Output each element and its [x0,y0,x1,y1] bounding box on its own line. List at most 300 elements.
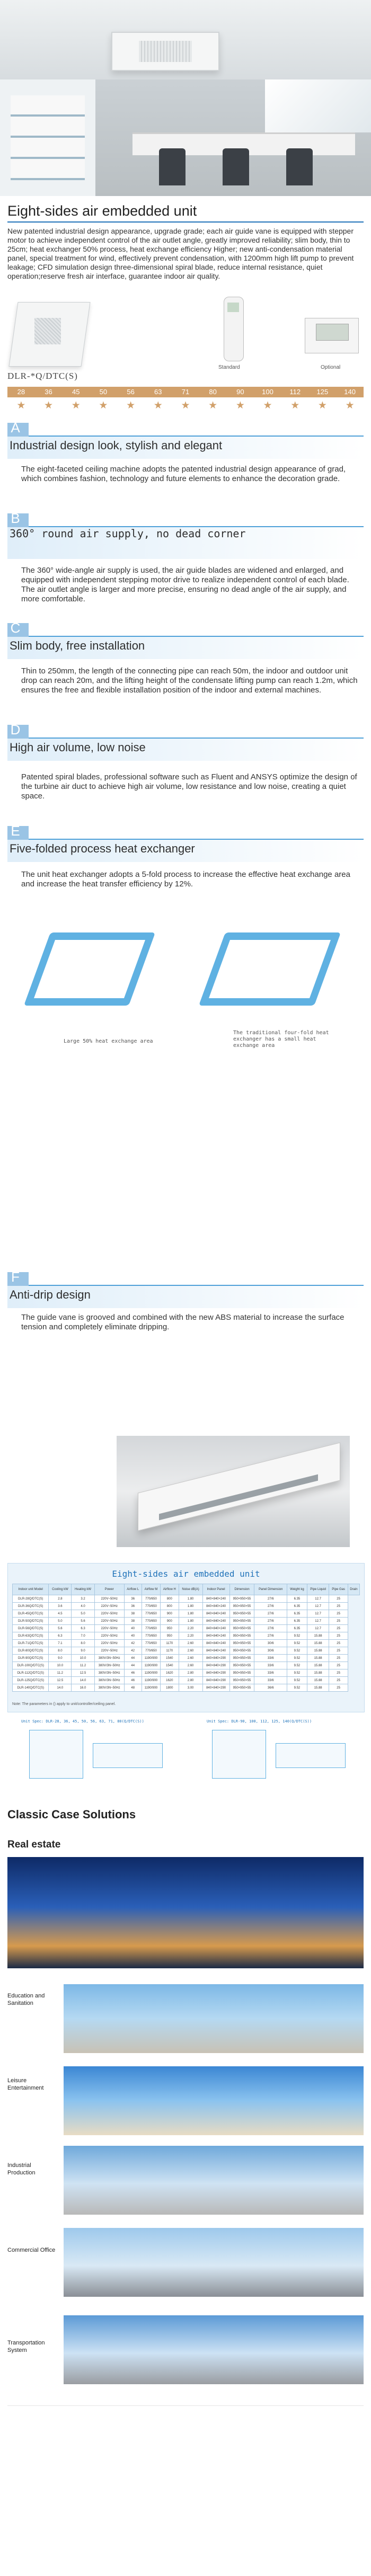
cases-title: Classic Case Solutions [7,1808,136,1821]
table-cell: 6.35 [287,1595,307,1603]
capacity-stars [7,400,364,412]
commercial-photo [64,2228,364,2297]
table-cell: 27/6 [254,1610,287,1618]
table-cell: 27/6 [254,1632,287,1640]
table-cell: 1170 [161,1647,179,1655]
section-c-header [7,636,364,659]
table-cell: 1190/900 [142,1655,160,1662]
table-row [13,1677,360,1684]
table-cell: 12.5 [49,1677,72,1684]
table-cell: 40 [124,1625,142,1632]
table-cell: 1620 [161,1677,179,1684]
capacity-value: 71 [181,388,190,396]
unit-product-image [11,294,87,368]
intro-text: New patented industrial design appearance, upgrade grade; each air guide vane is equipped with stepper motor to achieve independent control of the air outlet angle, greatly improved reliability; slim body, thin to 25cm; heat exchanger 50% process, heat exchange efficiency Higher; new anti-condensation material panel, special treatment for wind, effectively prevent condensation, with 1200mm high lift pump to prevent leakage; CFD simulation design three-dimensional spiral blade, reduce internal resistance, quiet operation;reserve fresh air interface, guarantee indoor air quality. [7,227,354,280]
table-row [13,1618,360,1625]
model-name: DLR-*Q/DTC(S) [7,371,78,381]
table-cell: 900 [161,1610,179,1618]
table-cell: 950×950×55 [229,1669,254,1677]
table-cell: 9.0 [72,1647,94,1655]
table-cell: 2.80 [179,1669,202,1677]
table-cell: 1540 [161,1662,179,1669]
table-cell: 2.60 [179,1662,202,1669]
capacity-value: 63 [154,388,162,396]
table-cell: 950×950×55 [229,1662,254,1669]
table-row [13,1669,360,1677]
table-cell: 4.5 [49,1610,72,1618]
section-c-title: Slim body, free installation [10,639,145,652]
table-cell: 12.5 [72,1669,94,1677]
table-cell: 950×950×55 [229,1647,254,1655]
table-cell: 40 [124,1632,142,1640]
table-cell: 25 [329,1618,348,1625]
hx-traditional-caption: The traditional four-fold heat exchanger has a small heat exchange area [233,1030,329,1049]
capacity-value: 80 [209,388,217,396]
table-cell: 800 [161,1595,179,1603]
table-cell: 48 [124,1684,142,1692]
table-cell: 2.60 [179,1647,202,1655]
table-cell: 950×950×55 [229,1632,254,1640]
table-cell: 2.20 [179,1632,202,1640]
section-d-letter: D [10,722,21,738]
table-cell: DLR-63Q/DTC(S) [13,1632,49,1640]
table-cell: 46 [124,1677,142,1684]
spec-header-cell: Airflow H [161,1584,179,1595]
table-cell: 2.20 [179,1625,202,1632]
table-cell: 15.88 [307,1669,329,1677]
table-cell: 840×840×290 [202,1677,229,1684]
wired-controller-image [305,318,359,353]
table-cell: 5.6 [49,1625,72,1632]
spec-header-cell: Airflow M [142,1584,160,1595]
section-b-body: The 360° wide-angle air supply is used, the air guide blades are widened and enlarged, and equipped with independent stepping motor drive to realize independent control of each blade. The air outlet angle is larger and more precise, ensuring no dead angle of the air supply, and more comfortable. [21,566,349,603]
table-cell: 25 [329,1640,348,1647]
table-cell: 12.7 [307,1618,329,1625]
table-cell: 25 [329,1655,348,1662]
table-cell: DLR-45Q/DTC(S) [13,1610,49,1618]
title-divider [7,221,364,223]
table-cell: 1540 [161,1655,179,1662]
star-icon: ★ [44,400,54,411]
table-cell: 12.7 [307,1603,329,1610]
table-cell: 950×950×55 [229,1603,254,1610]
capacity-value: 112 [289,388,301,396]
spec-header-cell: Dimension [229,1584,254,1595]
table-row [13,1655,360,1662]
spec-header-cell: Heating kW [72,1584,94,1595]
star-icon: ★ [99,400,108,411]
table-cell: 11.2 [72,1662,94,1669]
table-cell: 220V~50Hz [94,1603,124,1610]
capacity-value: 50 [99,388,108,396]
case-education-label: Education and Sanitation [7,1993,45,2006]
spec-table-title: Eight-sides air embedded unit [112,1569,260,1579]
spec-header-cell: Airflow L [124,1584,142,1595]
page-title: Eight-sides air embedded unit [7,203,197,219]
table-cell: 16.0 [72,1684,94,1692]
table-cell: 33/6 [254,1677,287,1684]
table-cell: 30/6 [254,1640,287,1647]
star-icon: ★ [126,400,136,411]
capacity-value: 36 [45,388,52,396]
section-e-header [7,839,364,862]
table-cell: 840×840×240 [202,1632,229,1640]
table-cell: 9.52 [287,1655,307,1662]
table-cell: 33/6 [254,1662,287,1669]
star-icon: ★ [290,400,300,411]
table-cell: 1190/900 [142,1684,160,1692]
table-cell: 14.0 [49,1684,72,1692]
capacity-value: 56 [127,388,135,396]
table-cell: DLR-80Q/DTC(S) [13,1647,49,1655]
table-cell: 27/6 [254,1625,287,1632]
table-cell: 900 [161,1618,179,1625]
table-cell: DLR-50Q/DTC(S) [13,1618,49,1625]
table-cell: 46 [124,1669,142,1677]
table-cell: 840×840×290 [202,1669,229,1677]
spec-table [12,1584,360,1692]
table-cell: 6.35 [287,1625,307,1632]
table-cell: 7.1 [49,1640,72,1647]
table-cell: 25 [329,1684,348,1692]
section-c-letter: C [10,620,21,636]
case-leisure-label: Leisure Entertainment [7,2077,44,2091]
table-cell: 6.35 [287,1618,307,1625]
table-cell: 840×840×240 [202,1647,229,1655]
capacity-value: 100 [262,388,273,396]
table-cell: 2.60 [179,1640,202,1647]
spec-table-panel [7,1563,365,1712]
table-cell: 2.8 [49,1595,72,1603]
table-cell: 9.52 [287,1640,307,1647]
table-cell: 6.35 [287,1603,307,1610]
real-estate-photo [7,1857,364,1968]
table-cell: 220V~50Hz [94,1610,124,1618]
table-cell: 25 [329,1677,348,1684]
spec-header-cell: Noise dB(A) [179,1584,202,1595]
table-cell: 38 [124,1610,142,1618]
table-cell: 44 [124,1655,142,1662]
table-cell: 3.6 [49,1603,72,1610]
table-row [13,1684,360,1692]
table-cell: 9.0 [49,1655,72,1662]
remote-standard-label: Standard [218,365,240,370]
table-cell: 2.80 [179,1677,202,1684]
spec-header-cell: Weight kg [287,1584,307,1595]
table-cell: 840×840×290 [202,1684,229,1692]
table-cell: DLR-112Q/DTC(S) [13,1669,49,1677]
case-real-estate-label: Real estate [7,1839,61,1850]
table-cell: 840×840×240 [202,1618,229,1625]
section-a-header [7,436,364,459]
case-commercial-label: Commercial Office [7,2247,56,2253]
spec-header-cell: Pipe Liquid [307,1584,329,1595]
table-cell: 15.88 [307,1655,329,1662]
section-f-header [7,1285,364,1308]
dim-drawing-side-left [93,1743,163,1768]
table-cell: 36/6 [254,1684,287,1692]
section-c-body: Thin to 250mm, the length of the connecting pipe can reach 50m, the indoor and outdoor unit drop can reach 20m, and the lifting height of the condensate lifting pump can reach 1.2m, which ensures the free and flexible installation position of the indoor and external machines. [21,667,358,695]
table-cell: 770/650 [142,1625,160,1632]
table-cell: 25 [329,1669,348,1677]
table-cell: 36 [124,1595,142,1603]
table-cell: 7.0 [72,1632,94,1640]
table-cell: 9.52 [287,1647,307,1655]
table-cell: 25 [329,1625,348,1632]
table-cell: 42 [124,1647,142,1655]
table-cell: 10.0 [72,1655,94,1662]
table-cell: 840×840×240 [202,1640,229,1647]
table-cell: 2.60 [179,1655,202,1662]
section-e-title: Five-folded process heat exchanger [10,842,195,855]
table-cell: 770/650 [142,1618,160,1625]
education-photo [64,1984,364,2053]
table-cell: 25 [329,1662,348,1669]
table-cell: 1190/900 [142,1677,160,1684]
spec-header-cell: Pipe Gas [329,1584,348,1595]
table-cell: 770/650 [142,1632,160,1640]
table-cell: 950×950×55 [229,1640,254,1647]
table-cell: 25 [329,1603,348,1610]
star-icon: ★ [235,400,245,411]
star-icon: ★ [71,400,81,411]
table-cell: 840×840×290 [202,1662,229,1669]
table-row [13,1603,360,1610]
star-icon: ★ [208,400,218,411]
table-cell: 15.88 [307,1677,329,1684]
spec-header-cell: Power [94,1584,124,1595]
table-row [13,1640,360,1647]
industrial-photo [64,2146,364,2215]
table-cell: 220V~50Hz [94,1618,124,1625]
table-cell: 1.80 [179,1603,202,1610]
table-cell: DLR-56Q/DTC(S) [13,1625,49,1632]
hx-new-caption: Large 50% heat exchange area [64,1038,153,1044]
case-industrial-label: Industrial Production [7,2162,36,2176]
guide-vane-closeup-photo [117,1436,350,1547]
table-row [13,1662,360,1669]
capacity-value: 28 [17,388,25,396]
table-cell: 15.88 [307,1662,329,1669]
table-cell: 25 [329,1595,348,1603]
table-cell: 770/650 [142,1610,160,1618]
table-cell: 15.88 [307,1684,329,1692]
table-cell: DLR-36Q/DTC(S) [13,1603,49,1610]
section-d-header [7,738,364,761]
section-a-title: Industrial design look, stylish and elegant [10,439,223,452]
table-cell: 15.88 [307,1640,329,1647]
table-cell: 1190/900 [142,1669,160,1677]
table-cell: 950 [161,1632,179,1640]
section-e-body: The unit heat exchanger adopts a 5-fold process to increase the effective heat exchange area and increase the heat transfer efficiency by 12%. [21,870,350,889]
capacity-value: 140 [344,388,356,396]
table-cell: 1170 [161,1640,179,1647]
star-icon: ★ [181,400,190,411]
table-cell: 27/6 [254,1603,287,1610]
table-row [13,1632,360,1640]
table-cell: 220V~50Hz [94,1647,124,1655]
table-cell: 9.52 [287,1632,307,1640]
table-row [13,1647,360,1655]
table-cell: 9.52 [287,1669,307,1677]
table-cell: 840×840×240 [202,1603,229,1610]
spec-header-cell: Drain [348,1584,359,1595]
capacity-value: 90 [236,388,244,396]
spec-table-note: Note: The parameters in () apply to unit/controller/ceiling panel. [12,1702,116,1706]
table-cell: 950×950×55 [229,1677,254,1684]
table-cell: 380V/3N~50Hz [94,1669,124,1677]
table-cell: 380V/3N~50Hz [94,1677,124,1684]
table-cell: 220V~50Hz [94,1640,124,1647]
section-b-letter: B [11,510,20,526]
table-cell: 950×950×55 [229,1610,254,1618]
dim-drawing-top-right [212,1730,266,1779]
table-row [13,1625,360,1632]
section-f-title: Anti-drip design [10,1288,91,1301]
table-cell: 950×950×55 [229,1595,254,1603]
table-cell: 12.7 [307,1610,329,1618]
table-cell: 25 [329,1632,348,1640]
table-cell: 44 [124,1662,142,1669]
spec-header-cell: Cooling kW [49,1584,72,1595]
spec-header-cell: Indoor unit Model [13,1584,49,1595]
section-d-title: High air volume, low noise [10,741,146,754]
table-cell: 8.0 [72,1640,94,1647]
star-icon: ★ [16,400,26,411]
section-f-letter: F [11,1269,20,1285]
ceiling-unit-image [111,32,219,71]
leisure-photo [64,2066,364,2135]
table-cell: 840×840×240 [202,1595,229,1603]
table-cell: DLR-140Q/DTC(S) [13,1684,49,1692]
table-cell: 770/650 [142,1603,160,1610]
table-cell: 25 [329,1610,348,1618]
table-cell: 1.80 [179,1610,202,1618]
table-cell: 9.52 [287,1684,307,1692]
section-d-body: Patented spiral blades, professional software such as Fluent and ANSYS optimize the design of the turbine air duct to achieve high air volume, low resistance and low noise, creating a quiet space. [21,772,357,801]
table-cell: 1800 [161,1684,179,1692]
table-cell: 27/6 [254,1595,287,1603]
capacity-value: 45 [72,388,80,396]
table-cell: 1.80 [179,1595,202,1603]
table-cell: 220V~50Hz [94,1625,124,1632]
transportation-photo [64,2315,364,2384]
table-cell: 800 [161,1603,179,1610]
table-cell: 42 [124,1640,142,1647]
table-cell: 27/6 [254,1618,287,1625]
table-cell: 3.2 [72,1595,94,1603]
table-row [13,1595,360,1603]
star-icon: ★ [153,400,163,411]
table-cell: 840×840×240 [202,1625,229,1632]
table-cell: 950×950×55 [229,1684,254,1692]
table-cell: 8.0 [49,1647,72,1655]
remote-optional-label: Optional [321,365,341,370]
table-cell: 1620 [161,1669,179,1677]
star-icon: ★ [317,400,327,411]
section-e-letter: E [11,823,20,839]
remote-controller-image [224,297,244,361]
table-cell: 14.0 [72,1677,94,1684]
table-cell: 38 [124,1618,142,1625]
table-cell: 10.0 [49,1662,72,1669]
table-cell: 3.00 [179,1684,202,1692]
table-cell: 770/650 [142,1640,160,1647]
capacity-value: 125 [316,388,329,396]
table-cell: 950×950×55 [229,1625,254,1632]
table-cell: DLR-71Q/DTC(S) [13,1640,49,1647]
table-cell: 25 [329,1647,348,1655]
table-cell: 6.3 [49,1632,72,1640]
dim-drawing-top-left [29,1730,83,1779]
table-cell: 9.52 [287,1662,307,1669]
table-cell: 220V~50Hz [94,1595,124,1603]
table-cell: 12.7 [307,1595,329,1603]
dim-caption-left: Unit Spec: DLR-28, 36, 45, 50, 56, 63, 71, 80(Q/DTC(S)) [21,1719,144,1724]
table-cell: 770/650 [142,1647,160,1655]
section-b-title: 360° round air supply, no dead corner [10,527,246,540]
table-cell: 9.52 [287,1677,307,1684]
table-cell: DLR-90Q/DTC(S) [13,1655,49,1662]
section-a-letter: A [11,420,20,436]
table-cell: 30/6 [254,1647,287,1655]
table-cell: DLR-100Q/DTC(S) [13,1662,49,1669]
table-cell: 12.7 [307,1625,329,1632]
footer-divider [7,2405,364,2406]
table-row [13,1610,360,1618]
table-cell: 1190/900 [142,1662,160,1669]
spec-header-cell: Panel Dimension [254,1584,287,1595]
table-cell: 950 [161,1625,179,1632]
table-cell: 840×840×240 [202,1610,229,1618]
dim-drawing-side-right [276,1743,346,1768]
table-cell: 33/6 [254,1669,287,1677]
spec-header-cell: Indoor Panel [202,1584,229,1595]
table-cell: 6.3 [72,1625,94,1632]
table-cell: 220V~50Hz [94,1632,124,1640]
table-cell: 15.88 [307,1632,329,1640]
star-icon: ★ [263,400,272,411]
table-cell: 11.2 [49,1669,72,1677]
table-cell: 5.6 [72,1618,94,1625]
table-cell: DLR-28Q/DTC(S) [13,1595,49,1603]
hero-office-photo [0,0,371,196]
capacity-bar [7,387,364,397]
table-cell: 380V/3N~50Hz [94,1655,124,1662]
table-cell: 770/650 [142,1595,160,1603]
table-cell: 5.0 [72,1610,94,1618]
dim-caption-right: Unit Spec: DLR-90, 100, 112, 125, 140(Q/DTC(S)) [207,1719,312,1724]
section-a-body: The eight-faceted ceiling machine adopts the patented industrial design appearance of grad, which combines fashion, technology and future elements to enhance the decoration grade. [21,465,346,483]
table-cell: DLR-125Q/DTC(S) [13,1677,49,1684]
star-icon: ★ [345,400,355,411]
section-f-body: The guide vane is grooved and combined with the new ABS material to increase the surface tension and completely eliminate dripping. [21,1313,344,1331]
table-cell: 33/6 [254,1655,287,1662]
table-cell: 840×840×290 [202,1655,229,1662]
table-cell: 950×950×55 [229,1618,254,1625]
table-cell: 6.35 [287,1610,307,1618]
table-cell: 380V/3N~50Hz [94,1662,124,1669]
table-cell: 1.80 [179,1618,202,1625]
table-cell: 380V/3N~50Hz [94,1684,124,1692]
table-cell: 4.0 [72,1603,94,1610]
table-cell: 5.0 [49,1618,72,1625]
table-cell: 15.88 [307,1647,329,1655]
section-b-header [7,526,364,559]
table-cell: 950×950×55 [229,1655,254,1662]
case-transport-label: Transportation System [7,2340,45,2353]
table-cell: 36 [124,1603,142,1610]
